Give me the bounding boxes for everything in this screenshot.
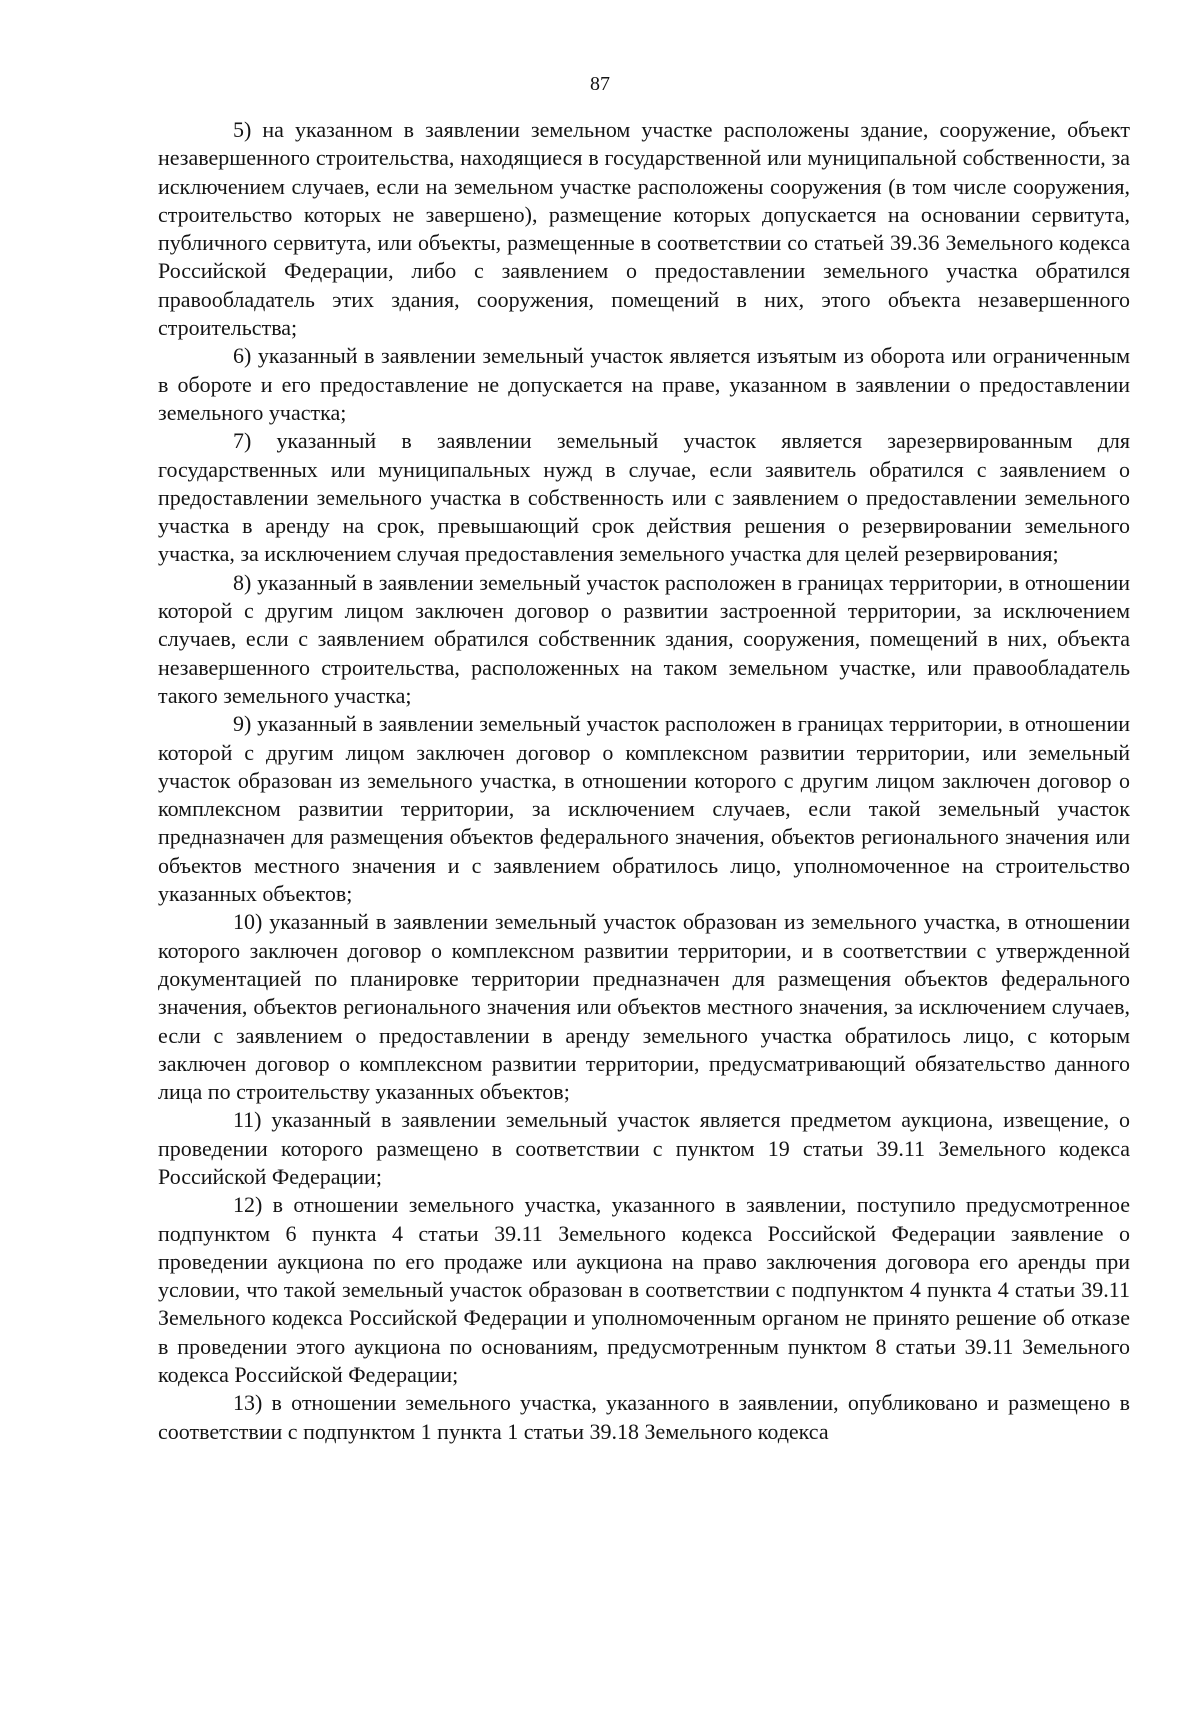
document-body: [158, 116, 1130, 1446]
page-number: 87: [590, 73, 610, 95]
paragraph-item-13: 13) в отношении земельного участка, указанного в заявлении, опубликовано и размещено в соответствии с подпунктом 1 пункта 1 статьи 39.18 Земельного кодекса: [158, 1390, 1130, 1444]
paragraph-item-10: 10) указанный в заявлении земельный участок образован из земельного участка, в отношении которого заключен договор о комплексном развитии территории, и в соответствии с утвержденной документацией по планировке территории предназначен для размещения объектов федерального значения, объектов регионального значения или объектов местного значения, за исключением случаев, если с заявлением о предоставлении в аренду земельного участка обратилось лицо, с которым заключен договор о комплексном развитии территории, предусматривающий обязательство данного лица по строительству указанных объектов;: [158, 909, 1130, 1105]
paragraph-item-11: 11) указанный в заявлении земельный участок является предметом аукциона, извещение, о проведении которого размещено в соответствии с пунктом 19 статьи 39.11 Земельного кодекса Российской Федерации;: [158, 1107, 1130, 1189]
paragraph-item-12: 12) в отношении земельного участка, указанного в заявлении, поступило предусмотренное подпунктом 6 пункта 4 статьи 39.11 Земельного кодекса Российской Федерации заявление о проведении аукциона по его продаже или аукциона на право заключения договора его аренды при условии, что такой земельный участок образован в соответствии с подпунктом 4 пункта 4 статьи 39.11 Земельного кодекса Российской Федерации и уполномоченным органом не принято решение об отказе в проведении этого аукциона по основаниям, предусмотренным пунктом 8 статьи 39.11 Земельного кодекса Российской Федерации;: [158, 1192, 1130, 1388]
paragraph-item-8: 8) указанный в заявлении земельный участок расположен в границах территории, в отношении которой с другим лицом заключен договор о развитии застроенной территории, за исключением случаев, если с заявлением обратился собственник здания, сооружения, помещений в них, объекта незавершенного строительства, расположенных на таком земельном участке, или правообладатель такого земельного участка;: [158, 569, 1130, 708]
paragraph-item-9: 9) указанный в заявлении земельный участок расположен в границах территории, в отношении которой с другим лицом заключен договор о комплексном развитии территории, или земельный участок образован из земельного участка, в отношении которого с другим лицом заключен договор о комплексном развитии территории, за исключением случаев, если такой земельный участок предназначен для размещения объектов федерального значения, объектов регионального значения или объектов местного значения и с заявлением обратилось лицо, уполномоченное на строительство указанных объектов;: [158, 711, 1130, 907]
paragraph-item-7: 7) указанный в заявлении земельный участок является зарезервированным для государственных или муниципальных нужд в случае, если заявитель обратился с заявлением о предоставлении земельного участка в собственность или с заявлением о предоставлении земельного участка в аренду на срок, превышающий срок действия решения о резервировании земельного участка, за исключением случая предоставления земельного участка для целей резервирования;: [158, 428, 1130, 567]
paragraph-item-6: 6) указанный в заявлении земельный участок является изъятым из оборота или ограниченным в обороте и его предоставление не допускается на праве, указанном в заявлении о предоставлении земельного участка;: [158, 343, 1130, 425]
paragraph-item-5: 5) на указанном в заявлении земельном участке расположены здание, сооружение, объект незавершенного строительства, находящиеся в государственной или муниципальной собственности, за исключением случаев, если на земельном участке расположены сооружения (в том числе сооружения, строительство которых не завершено), размещение которых допускается на основании сервитута, публичного сервитута, или объекты, размещенные в соответствии со статьей 39.36 Земельного кодекса Российской Федерации, либо с заявлением о предоставлении земельного участка обратился правообладатель этих здания, сооружения, помещений в них, этого объекта незавершенного строительства;: [158, 117, 1130, 341]
